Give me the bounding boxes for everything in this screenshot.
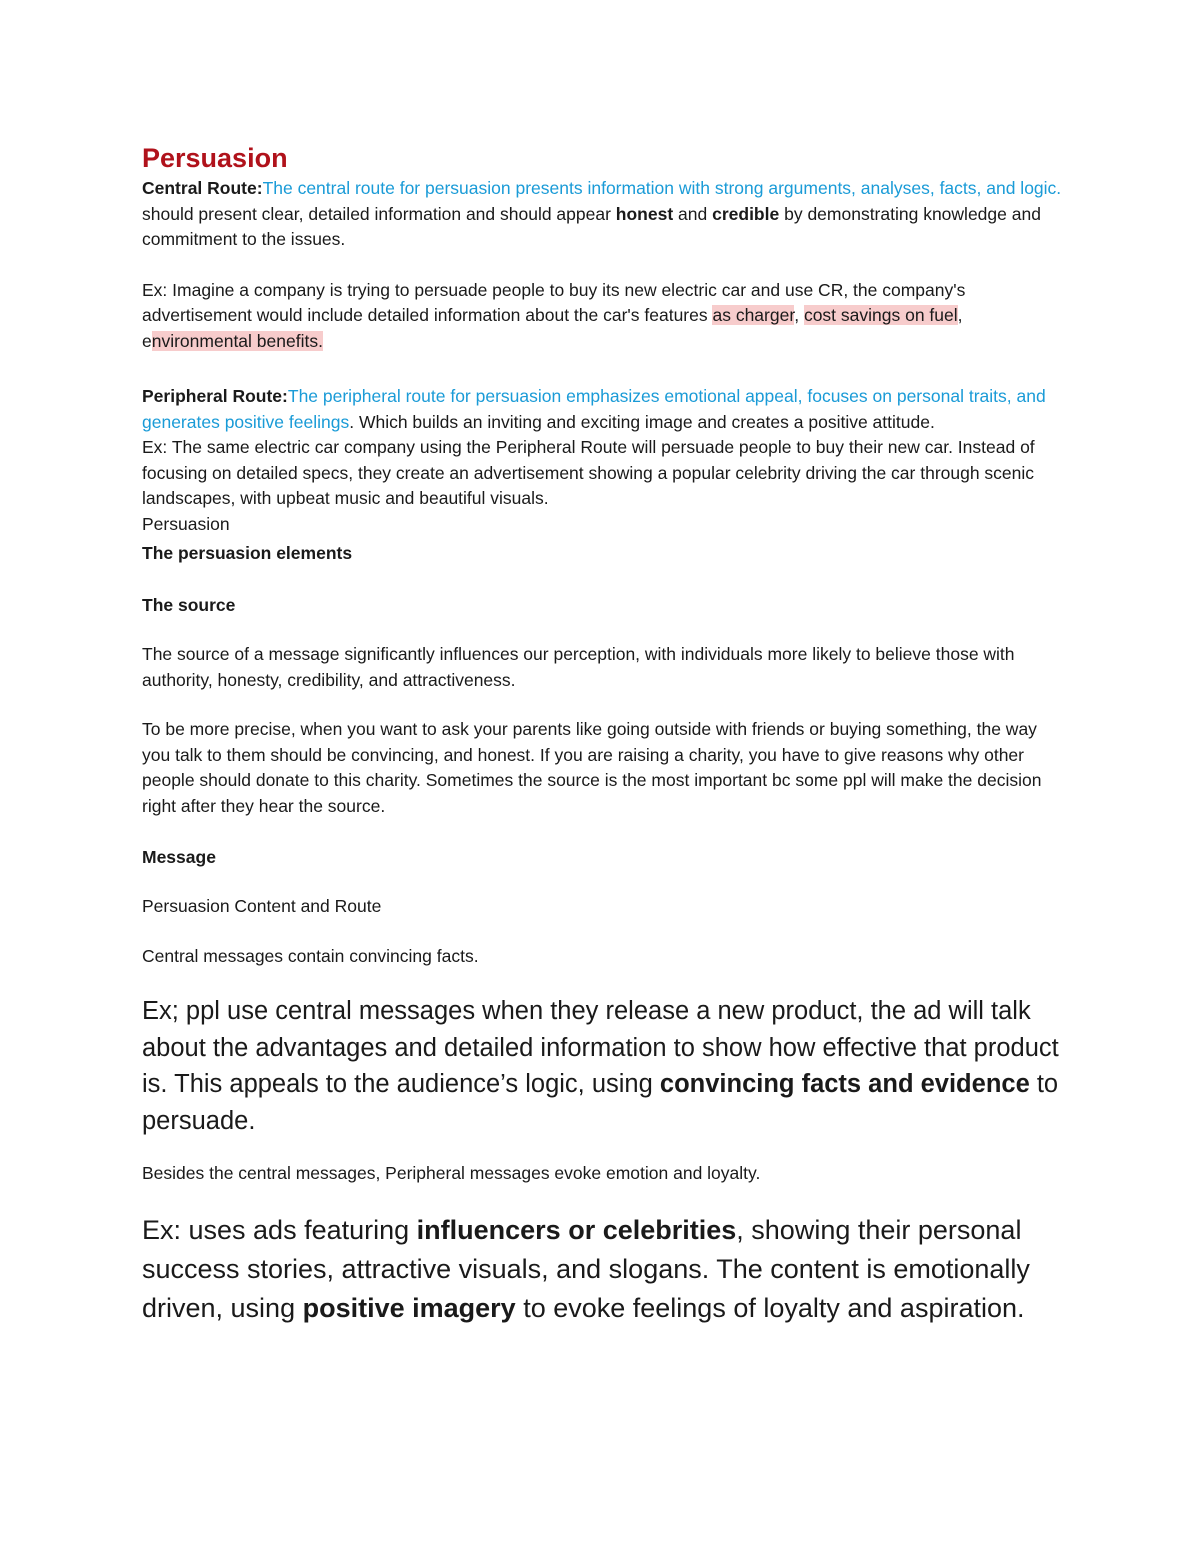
- elements-heading: The persuasion elements: [142, 543, 353, 563]
- central-route-label: Central Route:: [142, 178, 263, 198]
- peripheral-route-paragraph: Peripheral Route:The peripheral route for persuasion emphasizes emotional appeal, focuses on personal traits, and generates positive feelings. Which builds an inviting and exciting image and creates a positive attitude.: [142, 386, 1046, 432]
- persuasion-plain-text: Persuasion: [142, 513, 230, 534]
- influencers-bold: influencers or celebrities: [416, 1214, 737, 1245]
- source-heading: The source: [142, 595, 236, 615]
- peripheral-route-example: Ex: The same electric car company using the Peripheral Route will persuade people to buy their new car. Instead of focusing on detailed specs, they create an advertisement showing a popular celebrity driving the car through scenic landscapes, with upbeat music and beautiful visuals.: [142, 437, 1035, 508]
- message-subheading: Persuasion Content and Route: [142, 896, 382, 916]
- source-paragraph-2: To be more precise, when you want to ask your parents like going outside with friends or buying something, the way you talk to them should be convincing, and honest. If you are raising a charity, you have to give reasons why other people should donate to this charity. Sometimes the source is the most important bc some ppl will make the decision right after they hear the source.: [142, 719, 1042, 816]
- peripheral-messages-text: Besides the central messages, Peripheral messages evoke emotion and loyalty.: [142, 1163, 761, 1183]
- honest-bold: honest: [615, 203, 674, 224]
- convincing-facts-bold: convincing facts and evidence: [659, 1070, 1030, 1098]
- highlight-charger: as charger: [712, 305, 795, 325]
- highlight-cost-savings: cost savings on fuel: [803, 305, 958, 325]
- central-messages-text: Central messages contain convincing facts.: [142, 945, 479, 966]
- source-paragraph-1: The source of a message significantly influences our perception, with individuals more likely to believe those with authority, honesty, credibility, and attractiveness.: [142, 644, 1015, 690]
- central-message-example: Ex; ppl use central messages when they release a new product, the ad will talk about the advantages and detailed information to show how effective that product is. This appeals to the audience’s logic, using convincing facts and evidence to persuade.: [142, 997, 1059, 1135]
- peripheral-route-label: Peripheral Route:: [142, 386, 288, 406]
- positive-imagery-bold: positive imagery: [302, 1292, 516, 1323]
- central-route-definition: The central route for persuasion presents information with strong arguments, analyses, facts, and logic.: [262, 178, 1062, 198]
- document-page: [142, 138, 1062, 1328]
- credible-bold: credible: [712, 203, 780, 224]
- central-route-paragraph: Central Route:The central route for persuasion presents information with strong arguments, analyses, facts, and logic. should present clear, detailed information and should appear honest and credible by demonstrating knowledge and commitment to the issues.: [142, 178, 1062, 249]
- message-heading: Message: [142, 847, 216, 867]
- central-route-example: Ex: Imagine a company is trying to persuade people to buy its new electric car and use CR, the company's advertisement would include detailed information about the car's features as charger, cost savings on fuel, environmental benefits.: [142, 279, 966, 351]
- peripheral-route-definition: The peripheral route for persuasion emphasizes emotional appeal, focuses on personal traits, and generates positive feelings: [142, 386, 1046, 432]
- document-title: Persuasion: [142, 143, 288, 173]
- peripheral-message-example: Ex: uses ads featuring influencers or celebrities, showing their personal success stories, attractive visuals, and slogans. The content is emotionally driven, using positive imagery to evoke feelings of loyalty and aspiration.: [142, 1214, 1030, 1323]
- highlight-environmental: nvironmental benefits.: [151, 330, 323, 351]
